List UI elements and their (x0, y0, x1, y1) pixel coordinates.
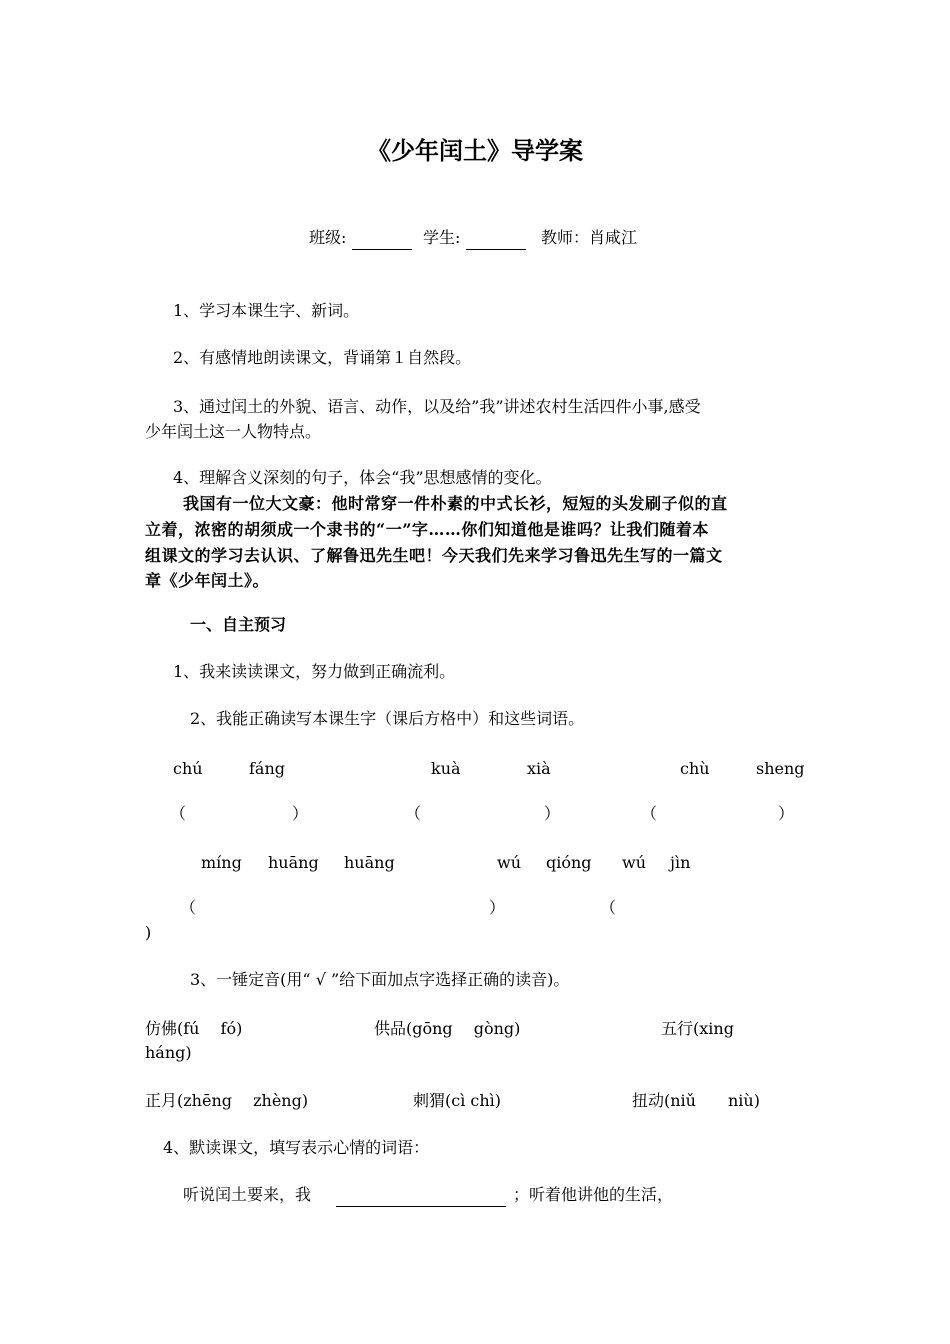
pinyin-item: qióng (546, 853, 592, 872)
q4-blank[interactable] (336, 1183, 506, 1207)
pinyin-item: fáng (249, 759, 286, 778)
pinyin-item: huāng (344, 853, 395, 872)
objective-2: 2、有感情地朗读课文，背诵第１自然段。 (173, 348, 472, 367)
choice-item-wrap: háng) (145, 1043, 192, 1062)
intro-line-4: 章《少年闰土》。 (145, 571, 270, 590)
answer-paren-close: ） (778, 804, 795, 823)
objective-1: 1、学习本课生字、新词。 (173, 301, 360, 320)
pinyin-item: wú (622, 853, 646, 872)
teacher-label: 教师：肖咸江 (541, 228, 638, 247)
section-heading: 一、自主预习 (190, 615, 287, 634)
q4-text-b: ；听着他讲他的生活， (513, 1185, 674, 1204)
choice-item: 仿佛(fú fó) (145, 1019, 243, 1038)
pinyin-item: chù (680, 759, 710, 778)
question-3: 3、一锤定音(用“ √ ”给下面加点字选择正确的读音)。 (190, 970, 570, 989)
pinyin-item: wú (497, 853, 521, 872)
objective-3: 3、通过闰土的外貌、语言、动作，以及给”我”讲述农村生活四件小事,感受 (173, 397, 701, 416)
answer-paren-open: （ (180, 898, 197, 917)
answer-paren-close: ) (145, 923, 152, 942)
objective-4: 4、理解含义深刻的句子，体会“我”思想感情的变化。 (173, 468, 552, 487)
answer-paren-close: ） (544, 804, 561, 823)
choice-item: 刺猬(cì chì) (413, 1091, 502, 1110)
pinyin-item: sheng (756, 759, 805, 778)
intro-line-2: 立着，浓密的胡须成一个隶书的“一”字……你们知道他是谁吗？让我们随着本 (145, 520, 709, 539)
answer-paren-open: （ (405, 804, 422, 823)
pinyin-item: jìn (670, 853, 691, 872)
student-blank (466, 226, 526, 250)
pinyin-item: xià (527, 759, 551, 778)
answer-paren-close: ） (292, 804, 309, 823)
answer-paren-open: （ (641, 804, 658, 823)
question-1: 1、我来读读课文，努力做到正确流利。 (173, 662, 456, 681)
class-blank (352, 226, 412, 250)
intro-line-3: 组课文的学习去认识、了解鲁迅先生吧！今天我们先来学习鲁迅先生写的一篇文 (145, 546, 723, 565)
answer-paren-open: （ (600, 898, 617, 917)
objective-3-cont: 少年闰土这一人物特点。 (145, 422, 322, 441)
answer-paren-close: ） (489, 898, 506, 917)
page-title: 《少年闰土》导学案 (367, 137, 583, 165)
question-4: 4、默读课文，填写表示心情的词语： (163, 1138, 430, 1157)
answer-paren-open: （ (170, 804, 187, 823)
student-label: 学生: (423, 228, 461, 247)
pinyin-item: huāng (268, 853, 319, 872)
choice-item: 扭动(niǔ niù) (632, 1091, 760, 1110)
class-label: 班级: (309, 228, 347, 247)
choice-item: 正月(zhēng zhèng) (145, 1091, 309, 1110)
intro-line-1: 我国有一位大文豪：他时常穿一件朴素的中式长衫，短短的头发刷子似的直 (183, 494, 728, 513)
q4-text-a: 听说闰土要来，我 (183, 1185, 312, 1204)
choice-item: 五行(xing (661, 1019, 734, 1038)
pinyin-item: kuà (431, 759, 461, 778)
pinyin-item: chú (173, 759, 203, 778)
question-2: 2、我能正确读写本课生字（课后方格中）和这些词语。 (190, 709, 585, 728)
choice-item: 供品(gōng gòng) (374, 1019, 521, 1038)
pinyin-item: míng (201, 853, 242, 872)
